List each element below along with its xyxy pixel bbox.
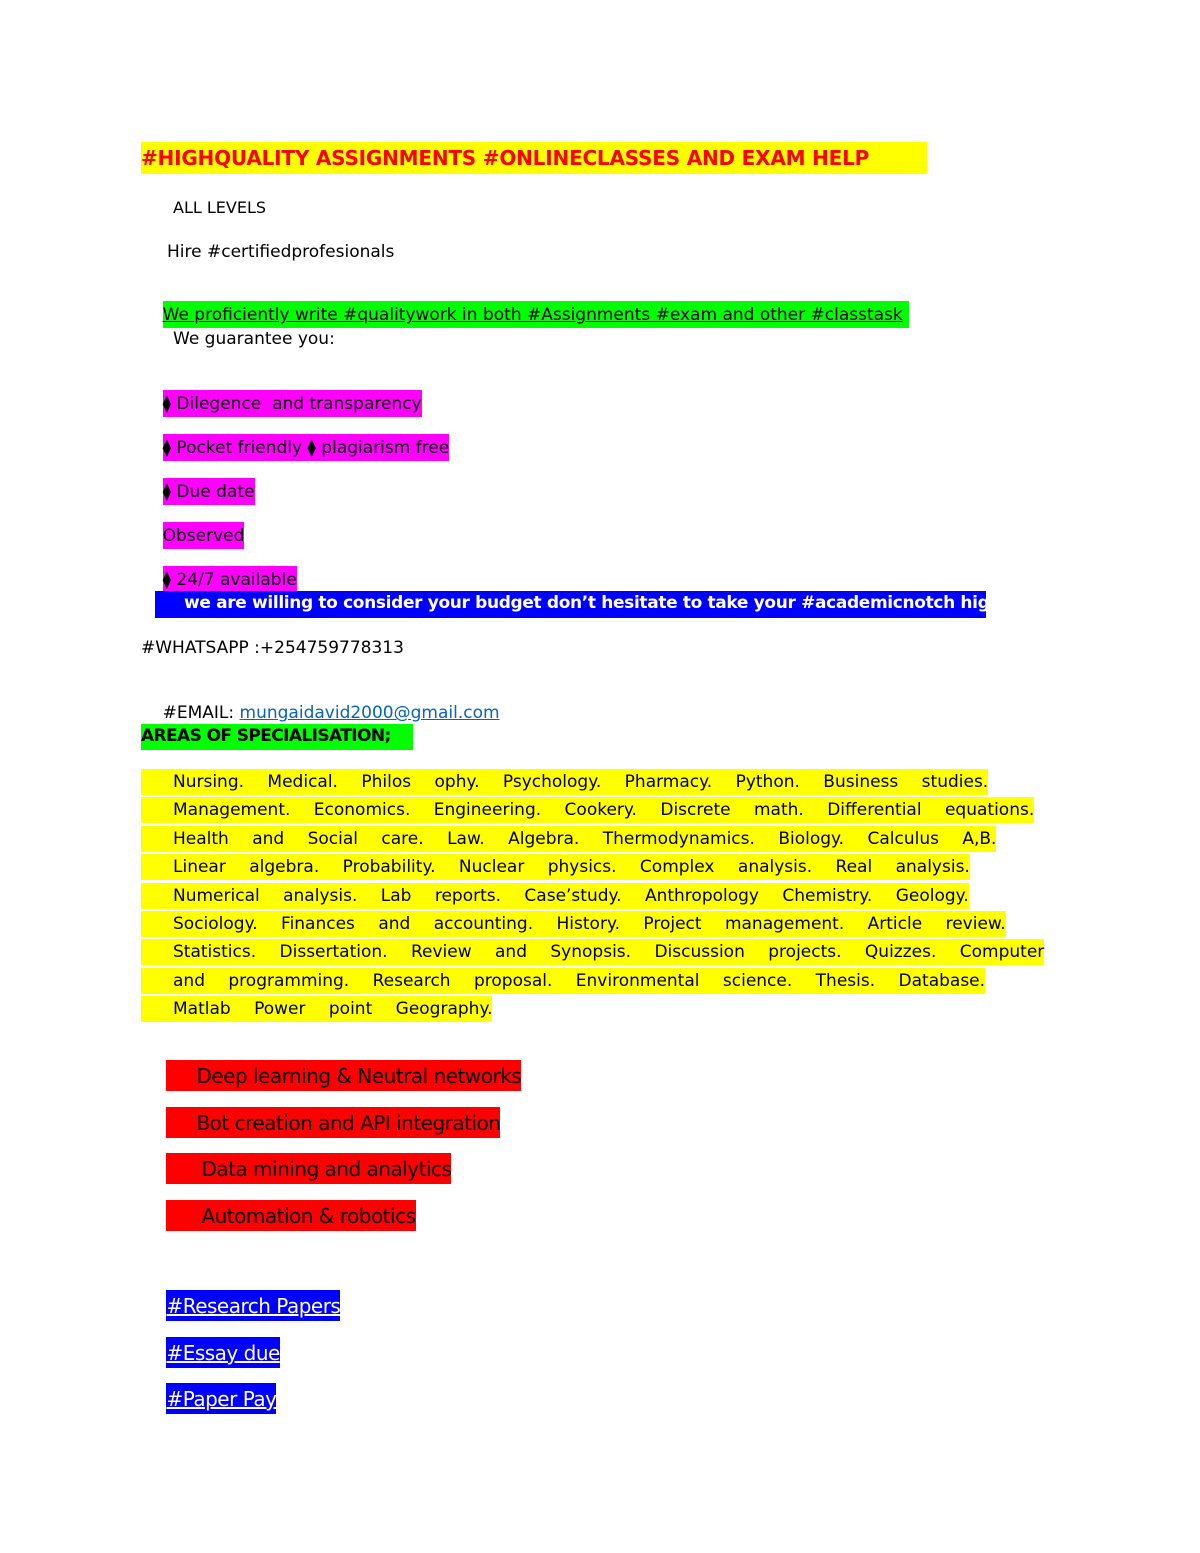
all-levels-text: ALL LEVELS (173, 198, 267, 217)
email-label: #EMAIL: (162, 703, 240, 724)
red-item-label: Data mining and analytics (166, 1153, 451, 1184)
guarantee-item-label: ⧫ Due date (163, 478, 255, 505)
essay-due-link[interactable]: #Essay due (166, 1337, 279, 1368)
budget-text: we are willing to consider your budget don’t hesitate to take your #academicnotch higher (184, 593, 1021, 613)
red-item (141, 1179, 416, 1254)
red-item-label: Deep learning & Neutral networks (166, 1060, 521, 1091)
areas-list: Nursing. Medical. Philos ophy. Psychology. Pharmacy. Python. Business studies. Management. Economics. Engineering. Cookery. Discrete math. Differential equations. Health and Social care. Law. Algebra. Thermodynamics. Biology. Calculus A,B. Linear algebra. Probability. Nuclear physics. Complex analysis. Real analysis. Numerical analysis. Lab reports. Case’study. Anthropology Chemistry. Geology. Sociology. Finances and accounting. History. Project management. Article review. Statistics. Dissertation. Review and Synopsis. Discussion projects. Quizzes. Computer and programming. Research proposal. Environmental science. Thesis. Database. Matlab Power point Geography. (141, 769, 1044, 1022)
link-line (141, 1362, 276, 1437)
guarantee-item-label: Observed (163, 522, 245, 549)
page-heading: #HIGHQUALITY ASSIGNMENTS #ONLINECLASSES AND EXAM HELP (141, 146, 870, 170)
areas-heading: AREAS OF SPECIALISATION; (141, 726, 391, 746)
proficient-highlight: We proficiently write #qualitywork in both #Assignments #exam and other #classtask (163, 301, 909, 328)
guarantee-item-label: ⧫ 24/7 available (163, 566, 297, 593)
areas-paragraph (141, 768, 1061, 1024)
hire-text: Hire #certifiedprofesionals (167, 242, 395, 262)
red-item-label: Automation & robotics (166, 1200, 415, 1231)
paper-pay-link[interactable]: #Paper Pay (166, 1383, 276, 1414)
guarantee-text: We guarantee you: (173, 329, 335, 349)
email-link[interactable]: mungaidavid2000@gmail.com (239, 703, 500, 724)
guarantee-item-label: ⧫ Dilegence and transparency (163, 390, 422, 417)
research-papers-link[interactable]: #Research Papers (166, 1290, 340, 1321)
guarantee-item-label: ⧫ Pocket friendly ⧫ plagiarism free (163, 434, 450, 461)
red-item-label: Bot creation and API integration (166, 1107, 500, 1138)
whatsapp-text: #WHATSAPP :+254759778313 (141, 638, 404, 658)
